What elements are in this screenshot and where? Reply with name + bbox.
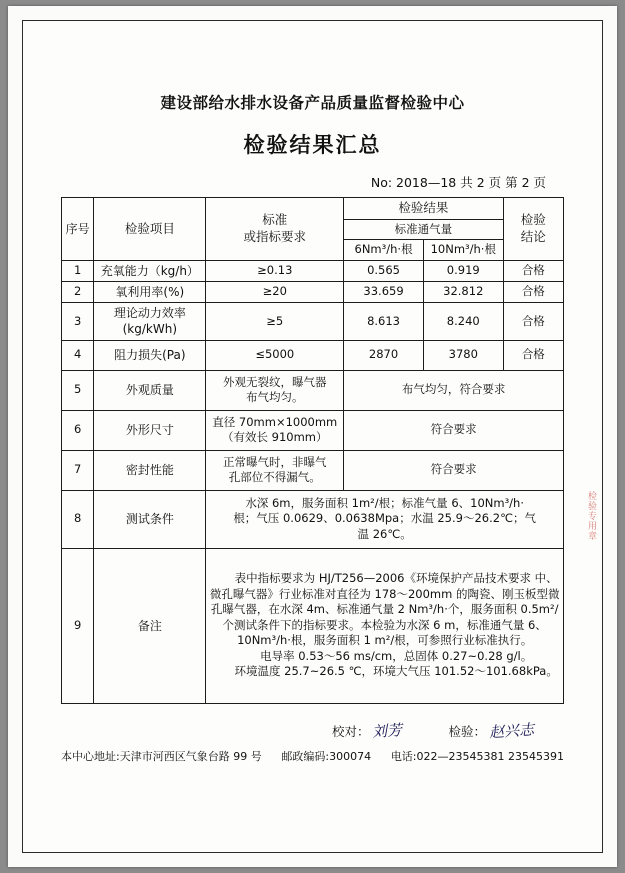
- row-result-2: 32.812: [423, 282, 503, 303]
- row-standard: ≤5000: [206, 340, 344, 370]
- header-item: 检验项目: [94, 198, 206, 261]
- row-conclusion: 合格: [503, 340, 563, 370]
- red-stamp-mark: 检验专用章: [586, 491, 596, 541]
- test-conditions-line3: 温 26℃。: [357, 526, 412, 541]
- row-test-conditions: [206, 490, 564, 548]
- header-result: 检验结果: [344, 198, 503, 220]
- table-row: [62, 450, 564, 490]
- row-result-1: 2870: [344, 340, 424, 370]
- row-seq: 3: [62, 303, 94, 340]
- row-standard: ≥0.13: [206, 260, 344, 281]
- signature-row: [61, 720, 564, 741]
- row-seq: 5: [62, 370, 94, 410]
- row-seq: 6: [62, 410, 94, 450]
- row-item-line1: 理论动力效率: [113, 306, 186, 321]
- row-standard-line1: 正常曝气时，非曝气: [223, 454, 327, 469]
- page-content: [23, 21, 602, 852]
- row-merged-result: 符合要求: [344, 450, 564, 490]
- table-row: [62, 303, 564, 340]
- row-conclusion: 合格: [503, 303, 563, 340]
- row-item: 外形尺寸: [94, 410, 206, 450]
- row-item: 充氧能力（kg/h）: [94, 260, 206, 281]
- row-item-line2: (kg/kWh): [122, 322, 178, 337]
- row-seq: 7: [62, 450, 94, 490]
- header-standard-line1: 标准: [262, 212, 288, 228]
- inspector-signature: [448, 720, 534, 741]
- header-result-col2: 10Nm³/h·根: [423, 240, 503, 261]
- row-standard: [206, 450, 344, 490]
- header-standard-line2: 或指标要求: [243, 228, 307, 244]
- page-footer: [61, 748, 564, 764]
- test-conditions-line2: 根；气压 0.0629、0.0638Mpa；水温 25.9～26.2℃；气: [233, 511, 536, 526]
- row-seq: 2: [62, 282, 94, 303]
- row-merged-result: 符合要求: [344, 410, 564, 450]
- document-title: 检验结果汇总: [243, 133, 382, 157]
- header-conclusion-line1: 检验: [520, 212, 546, 228]
- header-conclusion-line2: 结论: [520, 228, 546, 244]
- table-row: [62, 340, 564, 370]
- footer-postcode: 邮政编码:300074: [281, 750, 372, 763]
- table-row: [62, 410, 564, 450]
- row-result-2: 3780: [423, 340, 503, 370]
- row-conclusion: 合格: [503, 260, 563, 281]
- row-standard-line1: 直径 70mm×1000mm: [212, 414, 338, 429]
- inspection-results-table: [61, 197, 564, 704]
- row-item: 外观质量: [94, 370, 206, 410]
- row-standard: [206, 410, 344, 450]
- row-result-2: 8.240: [423, 303, 503, 340]
- row-result-1: 0.565: [344, 260, 424, 281]
- test-conditions-line1: 水深 6m，服务面积 1m²/根；标准气量 6、10Nm³/h·: [245, 495, 524, 510]
- row-seq: 8: [62, 490, 94, 548]
- row-item: 密封性能: [94, 450, 206, 490]
- header-conclusion: [503, 198, 563, 261]
- row-conclusion: 合格: [503, 282, 563, 303]
- row-item: 测试条件: [94, 490, 206, 548]
- footer-phone: 电话:022—23545381 23545391: [390, 750, 564, 763]
- header-seq: [62, 198, 94, 261]
- row-item: [94, 303, 206, 340]
- proofread-signature: [332, 720, 403, 741]
- row-seq: 4: [62, 340, 94, 370]
- document-number: No: 2018—18 共 2 页 第 2 页: [370, 175, 546, 190]
- row-result-1: 33.659: [344, 282, 424, 303]
- table-row: [62, 370, 564, 410]
- row-standard-line2: 布气均匀。: [246, 390, 304, 405]
- row-merged-result: 布气均匀，符合要求: [344, 370, 564, 410]
- table-row: [62, 260, 564, 281]
- row-standard: ≥20: [206, 282, 344, 303]
- page-border: [22, 20, 603, 853]
- row-standard-line2: （有效长 910mm）: [222, 430, 328, 445]
- header-result-col1: 6Nm³/h·根: [344, 240, 424, 261]
- header-result-sub: 标准通气量: [344, 219, 503, 240]
- header-seq-text: 序号: [65, 221, 90, 236]
- row-item: 阻力损失(Pa): [94, 340, 206, 370]
- header-standard: [206, 198, 344, 261]
- proofread-label: 校对：: [331, 723, 370, 739]
- row-result-1: 8.613: [344, 303, 424, 340]
- inspector-label: 检验：: [448, 723, 486, 739]
- row-standard-line2: 孔部位不得漏气。: [228, 470, 321, 485]
- row-standard-line1: 外观无裂纹，曝气器: [223, 374, 327, 389]
- row-seq: 1: [62, 260, 94, 281]
- organization-title: 建设部给水排水设备产品质量监督检验中心: [160, 94, 465, 112]
- inspector-name: 赵兴志: [488, 720, 535, 742]
- row-standard: [206, 370, 344, 410]
- table-header-row: [62, 198, 564, 220]
- document-page: [8, 6, 617, 867]
- table-row: [62, 548, 564, 703]
- footer-address: 本中心地址:天津市河西区气象台路 99 号: [61, 750, 262, 763]
- proofread-name: 刘芳: [371, 720, 404, 741]
- table-row: [62, 490, 564, 548]
- row-result-2: 0.919: [423, 260, 503, 281]
- row-item: 备注: [94, 548, 206, 703]
- row-item: 氧利用率(%): [94, 282, 206, 303]
- remark-paragraph-1: 表中指标要求为 HJ/T256—2006《环境保护产品技术要求 中、微孔曝气器》行业标准对直径为 178～200mm 的陶瓷、刚玉板型微孔曝气器，在水深 4m、标准通气量 2 Nm³/h·个，服务面积 0.5m²/个测试条件下的指标要求。本检验为水深 6 m，标准通气量 6、10Nm³/h·根，服务面积 1 m²/根，可参照行业标准执行。: [209, 571, 560, 648]
- row-standard: ≥5: [206, 303, 344, 340]
- remark-paragraph-2: 电导率 0.53～56 ms/cm，总固体 0.27~0.28 g/l。: [260, 648, 533, 663]
- table-row: [62, 282, 564, 303]
- remark-paragraph-3: 环境温度 25.7~26.5 ℃，环境大气压 101.52～101.68kPa。: [234, 664, 558, 679]
- row-seq: 9: [62, 548, 94, 703]
- row-remark-content: [206, 548, 564, 703]
